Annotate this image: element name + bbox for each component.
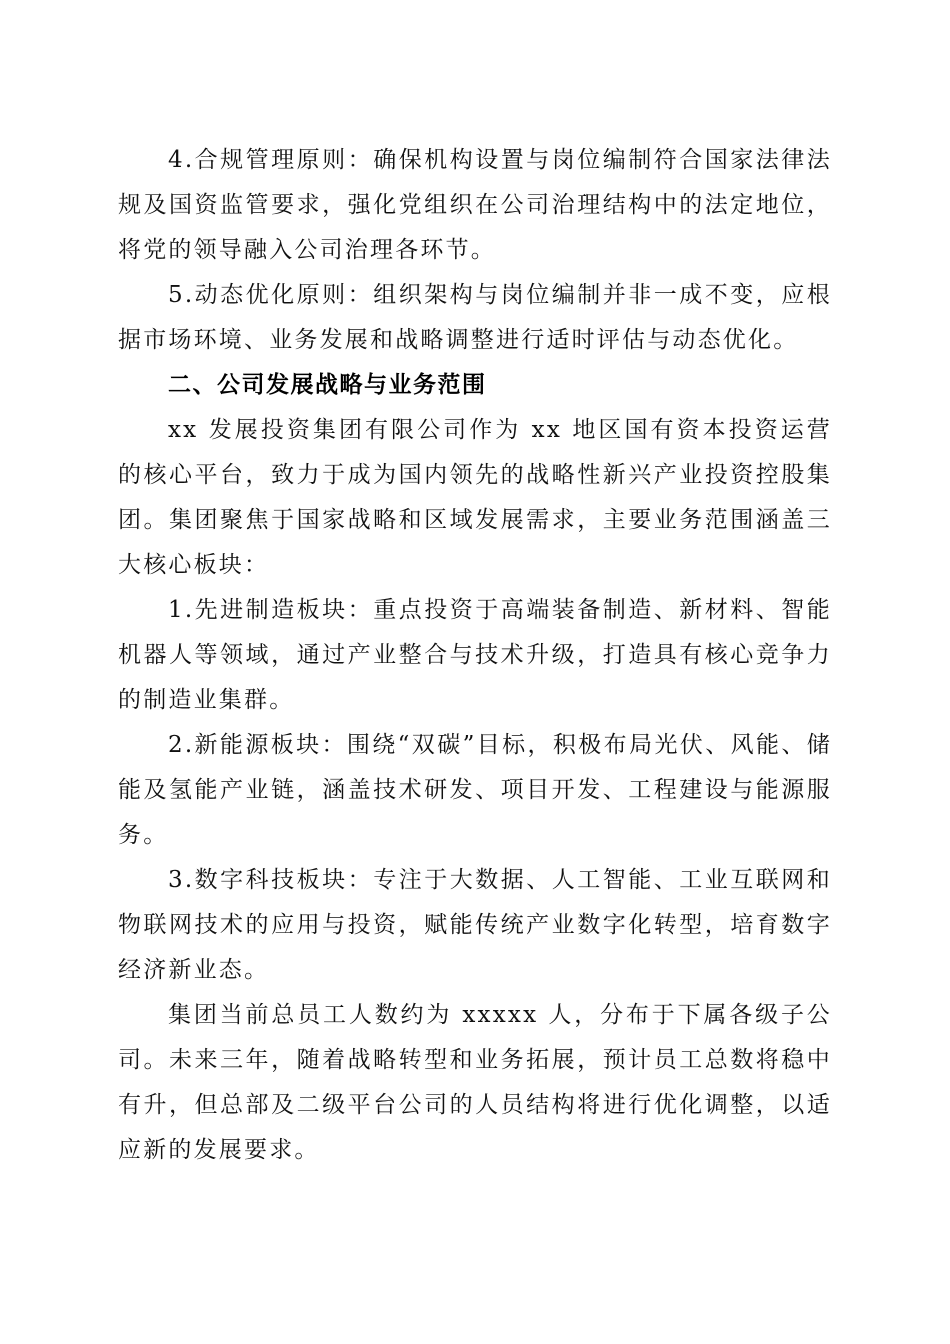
paragraph-dynamic-optimization-principle: 5.动态优化原则：组织架构与岗位编制并非一成不变，应根据市场环境、业务发展和战略调整进行适时评估与动态优化。: [118, 282, 832, 353]
paragraph-compliance-principle: 4.合规管理原则：确保机构设置与岗位编制符合国家法律法规及国资监管要求，强化党组织在公司治理结构中的法定地位，将党的领导融入公司治理各环节。: [118, 147, 832, 263]
paragraph-employee-summary: 集团当前总员工人数约为 xxxxx 人，分布于下属各级子公司。未来三年，随着战略转型和业务拓展，预计员工总数将稳中有升，但总部及二级平台公司的人员结构将进行优化调整，以适应新的发展要求。: [118, 1002, 832, 1163]
paragraph-digital-technology: 3.数字科技板块：专注于大数据、人工智能、工业互联网和物联网技术的应用与投资，赋能传统产业数字化转型，培育数字经济新业态。: [118, 867, 832, 983]
document-body: [118, 138, 832, 1173]
paragraph-group-overview: xx 发展投资集团有限公司作为 xx 地区国有资本投资运营的核心平台，致力于成为国内领先的战略性新兴产业投资控股集团。集团聚焦于国家战略和区域发展需求，主要业务范围涵盖三大核心板块：: [118, 417, 832, 578]
section-heading: 二、公司发展战略与业务范围: [168, 372, 487, 398]
paragraph-new-energy: 2.新能源板块：围绕“双碳”目标，积极布局光伏、风能、储能及氢能产业链，涵盖技术研发、项目开发、工程建设与能源服务。: [118, 732, 832, 848]
paragraph-advanced-manufacturing: 1.先进制造板块：重点投资于高端装备制造、新材料、智能机器人等领域，通过产业整合与技术升级，打造具有核心竞争力的制造业集群。: [118, 597, 832, 713]
